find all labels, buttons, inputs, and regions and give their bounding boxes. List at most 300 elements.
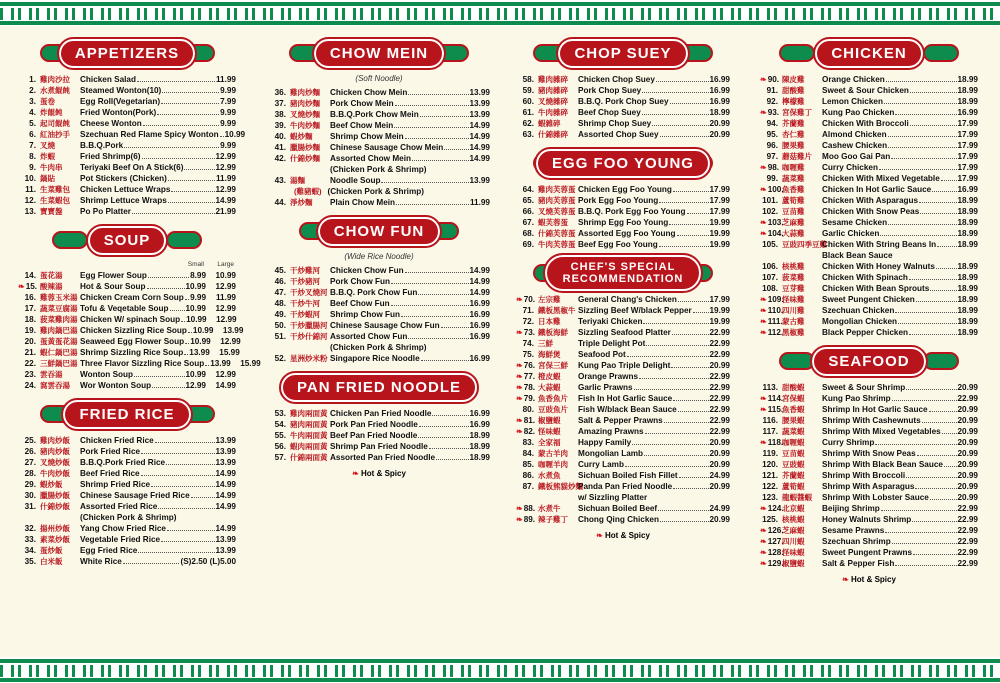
item-name: Kung Pao Chicken <box>822 108 895 117</box>
item-number-text: 112. <box>767 328 784 337</box>
chili-pepper-icon: ❧ <box>760 405 767 414</box>
menu-item <box>516 338 730 349</box>
item-price: 16.99 <box>957 185 978 194</box>
dot-leader <box>142 152 215 159</box>
menu-item <box>516 217 730 228</box>
item-number <box>760 272 778 283</box>
menu-item <box>18 184 236 195</box>
item-number-text: 42. <box>274 154 286 163</box>
chili-pepper-icon: ❧ <box>516 515 523 524</box>
item-price: 22.99 <box>709 350 730 359</box>
menu-item <box>760 173 978 184</box>
item-number <box>516 184 534 195</box>
item-name: General Chang's Chicken <box>578 295 677 304</box>
item-name: Teriyaki Chicken <box>578 317 643 326</box>
menu-item <box>516 393 730 404</box>
item-chinese-name: 干炒豬河 <box>290 277 320 286</box>
item-price: 22.99 <box>709 427 730 436</box>
item-name: B.B.Q.Pork Fried Rice <box>80 458 166 467</box>
item-price: 12.99 <box>215 185 236 194</box>
dot-leader <box>693 306 709 313</box>
item-price: 20.99 <box>957 493 978 502</box>
dot-leader <box>627 350 709 357</box>
item-chinese-name: 蝦仁鍋巴湯 <box>40 348 78 357</box>
menu-item <box>18 85 236 96</box>
item-number-text: 15. <box>25 282 38 291</box>
menu-item <box>18 281 236 292</box>
item-number-text: 68. <box>522 229 534 238</box>
item-chinese-name: 鍋貼 <box>40 174 55 183</box>
item-number-text: 44. <box>274 198 286 207</box>
item-price-large: 12.99 <box>216 315 237 324</box>
item-number-text: 50. <box>274 321 286 330</box>
item-name: Seafood Pot <box>578 350 626 359</box>
chefs-special-list <box>516 294 730 525</box>
item-chinese-name: 炸蝦 <box>40 152 55 161</box>
item-number <box>760 294 784 305</box>
item-number <box>516 327 534 338</box>
item-number-text: 126. <box>767 526 784 535</box>
item-chinese-name: 臘腸炒麵 <box>290 143 320 152</box>
item-number-text: 33. <box>24 535 36 544</box>
dot-leader <box>678 295 709 302</box>
chili-pepper-icon: ❧ <box>516 372 523 381</box>
item-chinese-name: 蘆筍蝦 <box>782 482 805 491</box>
item-price: 13.99 <box>469 99 490 108</box>
chicken-banner <box>779 36 959 70</box>
menu-item <box>18 347 240 358</box>
item-name: Pork Pan Fried Noodle <box>330 420 418 429</box>
chili-pepper-icon: ❧ <box>842 575 852 584</box>
dot-leader <box>168 174 215 181</box>
menu-item <box>516 382 730 393</box>
item-name: Shrimp With Asparagus <box>822 482 915 491</box>
menu-item <box>760 107 978 118</box>
item-name: Salt & Pepper Fish <box>822 559 895 568</box>
item-name: Chong Qing Chicken <box>578 515 659 524</box>
item-number <box>760 404 784 415</box>
item-number <box>516 85 534 96</box>
item-name: Szechuan Shrimp <box>822 537 891 546</box>
item-number <box>760 437 784 448</box>
item-chinese-name: 牛肉兩面黃 <box>290 431 328 440</box>
item-number <box>18 184 36 195</box>
item-number-text: 55. <box>274 431 286 440</box>
chili-pepper-icon: ❧ <box>760 526 767 535</box>
item-chinese-name: 咖喱羊肉 <box>538 460 568 469</box>
item-number-text: 41. <box>274 143 286 152</box>
item-price: 17.99 <box>709 185 730 194</box>
item-chinese-name: 星洲炒米粉 <box>290 354 328 363</box>
item-number <box>18 173 36 184</box>
item-price: 17.99 <box>957 174 978 183</box>
item-chinese-name: 干炒臘腸河 <box>290 321 328 330</box>
appetizers-banner <box>40 36 215 70</box>
item-number-text: 123. <box>762 493 778 502</box>
item-name: Beef Fried Rice <box>80 469 140 478</box>
item-number-text: 56. <box>274 442 286 451</box>
dot-leader <box>642 86 708 93</box>
item-number <box>760 261 778 272</box>
greek-key-pattern <box>0 8 1000 20</box>
item-name: Black Pepper Chicken <box>822 328 909 337</box>
item-number <box>516 481 534 492</box>
item-chinese-name: 黑椒雞 <box>782 328 805 337</box>
item-name: Noodle Soup <box>330 176 381 185</box>
menu-item <box>516 426 730 437</box>
item-price: 16.99 <box>709 75 730 84</box>
item-number <box>268 452 286 463</box>
item-number <box>268 298 286 309</box>
item-price: 18.99 <box>957 196 978 205</box>
section-subtitle: (Soft Noodle) <box>355 74 403 83</box>
item-chinese-name: 杏仁雞 <box>782 130 805 139</box>
item-price: 14.99 <box>469 277 490 286</box>
item-number <box>268 175 286 186</box>
item-price: 18.99 <box>957 306 978 315</box>
item-number-text: 10. <box>24 174 36 183</box>
item-number-text: 29. <box>24 480 36 489</box>
dot-leader <box>669 218 708 225</box>
chili-pepper-icon: ❧ <box>760 295 767 304</box>
item-number-text: 66. <box>522 207 534 216</box>
item-number-text: 48. <box>274 299 286 308</box>
item-price-small: 13.99 <box>210 359 231 368</box>
item-chinese-name: 豆豉四季豆雞 <box>782 240 827 249</box>
item-number-text: 58. <box>522 75 534 84</box>
dot-leader <box>891 152 956 159</box>
menu-item <box>516 481 730 492</box>
item-number <box>268 408 286 419</box>
menu-item <box>760 283 978 294</box>
item-number <box>760 558 784 569</box>
item-chinese-name: 蝦肉兩面黃 <box>290 442 328 451</box>
item-price-small: 10.99 <box>185 282 206 291</box>
dot-leader <box>444 143 468 150</box>
item-price: 20.99 <box>957 460 978 469</box>
item-chinese-name: 干炒叉燒河 <box>290 288 328 297</box>
item-chinese-name: 日本雞 <box>538 317 561 326</box>
item-number-text: 21. <box>24 348 36 357</box>
item-number-text: 86. <box>522 471 534 480</box>
dot-leader <box>155 436 215 443</box>
menu-item <box>516 305 730 316</box>
item-number-text: 128. <box>767 548 784 557</box>
item-number-text: 11. <box>25 185 36 194</box>
dot-leader <box>188 326 192 333</box>
item-number-text: 37. <box>274 99 286 108</box>
item-name: Sichuan Boiled Beef <box>578 504 658 513</box>
item-number-text: 118. <box>767 438 784 447</box>
menu-item <box>760 129 978 140</box>
item-chinese-name: 北京蝦 <box>782 504 805 513</box>
item-number <box>18 281 36 292</box>
item-chinese-name: 鐵板海鮮 <box>538 328 568 337</box>
dot-leader <box>167 524 215 531</box>
menu-item <box>516 96 730 107</box>
menu-item <box>18 534 236 545</box>
item-chinese-name: 叉燒 <box>40 141 55 150</box>
item-price: 16.99 <box>469 310 490 319</box>
dot-leader <box>886 75 957 82</box>
item-name: Yang Chow Fried Rice <box>80 524 166 533</box>
menu-item <box>760 470 978 481</box>
dot-leader <box>885 526 956 533</box>
item-price: 14.99 <box>215 480 236 489</box>
soup-banner <box>52 223 202 257</box>
item-price: 24.99 <box>709 504 730 513</box>
menu-item <box>760 85 978 96</box>
dot-leader <box>170 304 185 311</box>
item-number-text: 79. <box>523 394 536 403</box>
menu-item <box>760 294 978 305</box>
hot-spicy-label: Hot & Spicy <box>361 469 406 478</box>
item-number <box>760 415 778 426</box>
item-name: Shrimp Sizzling Rice Soup <box>80 348 184 357</box>
dot-leader <box>151 480 214 487</box>
item-price: 7.99 <box>220 97 236 106</box>
item-price: 22.99 <box>709 372 730 381</box>
item-number <box>760 382 778 393</box>
item-number <box>760 470 778 481</box>
item-chinese-name: 蒙古羊肉 <box>538 449 568 458</box>
item-price: 17.99 <box>709 295 730 304</box>
item-number <box>18 435 36 446</box>
item-chinese-name: 四川雞 <box>782 306 805 315</box>
item-price-large: 10.99 <box>215 271 236 280</box>
item-price: 22.99 <box>709 328 730 337</box>
item-chinese-name: 生菜雞包 <box>40 185 70 194</box>
item-number-text: 107. <box>762 273 778 282</box>
menu-item <box>760 206 978 217</box>
item-name: Shrimp With Mixed Vegetables <box>822 427 941 436</box>
dot-leader <box>158 502 214 509</box>
item-name: Plain Chow Mein <box>330 198 396 207</box>
item-number-text: 122. <box>762 482 778 491</box>
item-price-large: 14.99 <box>215 381 236 390</box>
dot-leader <box>917 449 957 456</box>
item-chinese-name: 蘆筍雞 <box>782 196 805 205</box>
item-chinese-name: 湯麵 <box>290 176 305 185</box>
item-price: 17.99 <box>957 130 978 139</box>
item-number <box>268 265 286 276</box>
item-chinese-name: 甜酸蝦 <box>782 383 805 392</box>
item-number-text: 102. <box>762 207 778 216</box>
item-price: 12.99 <box>215 163 236 172</box>
menu-item <box>268 430 490 441</box>
item-chinese-name: 雞蓉玉米湯 <box>40 293 78 302</box>
item-number <box>516 96 534 107</box>
item-number-text: 17. <box>24 304 36 313</box>
dot-leader <box>391 299 469 306</box>
item-number <box>268 430 286 441</box>
dot-leader <box>659 240 709 247</box>
item-price-small: 10.99 <box>185 370 206 379</box>
item-name: Salt & Pepper Prawns <box>578 416 663 425</box>
item-price: 11.99 <box>215 75 236 84</box>
item-name: Shrimp With Lobster Sauce <box>822 493 929 502</box>
item-number <box>18 206 36 217</box>
item-chinese-name: 干炒牛河 <box>290 299 320 308</box>
menu-item <box>760 547 978 558</box>
item-number <box>516 371 534 382</box>
item-number-text: 3. <box>29 97 36 106</box>
menu-item <box>18 107 236 118</box>
item-name: Chinese Sausage Chow Mein <box>330 143 444 152</box>
item-number <box>516 107 534 118</box>
item-price: 18.99 <box>957 273 978 282</box>
dot-leader <box>664 416 709 423</box>
item-number <box>268 353 286 364</box>
menu-item <box>760 492 978 503</box>
item-name: Egg Fried Rice <box>80 546 138 555</box>
menu-item <box>18 173 236 184</box>
dot-leader <box>381 176 468 183</box>
item-chinese-name: 蔬菜雞 <box>782 174 805 183</box>
item-chinese-name: 雞肉炒飯 <box>40 436 70 445</box>
item-number-text: 5. <box>29 119 36 128</box>
item-number <box>18 336 36 347</box>
dot-leader <box>656 75 709 82</box>
dot-leader <box>936 262 957 269</box>
item-chinese-name: 雞肉芙蓉蛋 <box>538 185 576 194</box>
menu-item <box>760 217 978 228</box>
menu-item <box>18 457 236 468</box>
item-name: Assorted Chow Mein <box>330 154 411 163</box>
section-title: PAN FRIED NOODLE <box>281 373 477 402</box>
item-number <box>516 382 534 393</box>
item-price: 14.99 <box>215 502 236 511</box>
item-number-text: 116. <box>762 416 778 425</box>
item-price: 20.99 <box>957 471 978 480</box>
item-price: 22.99 <box>957 394 978 403</box>
dot-leader <box>919 196 956 203</box>
item-price: 18.99 <box>469 442 490 451</box>
menu-item <box>18 545 236 556</box>
item-price-small: 8.99 <box>190 271 206 280</box>
dot-leader <box>395 99 469 106</box>
dot-leader <box>171 185 214 192</box>
item-note: (Chicken Pork & Shrimp) <box>330 165 427 174</box>
item-number <box>516 294 534 305</box>
item-name: Pot Stickers (Chicken) <box>80 174 167 183</box>
item-name: Pork Chow Fun <box>330 277 391 286</box>
menu-item <box>516 239 730 250</box>
menu-item <box>760 96 978 107</box>
item-chinese-name: 牛肉串 <box>40 163 63 172</box>
menu-item <box>268 142 490 153</box>
item-number <box>18 151 36 162</box>
item-number-text: 4. <box>29 108 36 117</box>
seafood-banner <box>779 344 959 378</box>
menu-item <box>18 501 236 512</box>
item-name: B.B.Q. Pork Chow Fun <box>330 288 418 297</box>
item-number <box>18 479 36 490</box>
item-name: Chicken Chow Fun <box>330 266 404 275</box>
item-price: 11.99 <box>215 174 236 183</box>
item-note: (Chicken Pork & Shrimp) <box>80 513 177 522</box>
menu-item <box>268 441 490 452</box>
item-number-text: 6. <box>29 130 36 139</box>
section-title: CHICKEN <box>815 39 922 68</box>
item-number <box>268 87 286 98</box>
item-chinese-name: 豬肉兩面黃 <box>290 420 328 429</box>
item-price-small: 10.99 <box>185 304 206 313</box>
item-number <box>516 360 534 371</box>
item-number <box>516 514 534 525</box>
section-title <box>545 255 702 291</box>
item-number <box>18 325 36 336</box>
dot-leader <box>658 504 708 511</box>
column-4 <box>760 30 978 584</box>
item-number-text: 70. <box>523 295 536 304</box>
item-price: 19.99 <box>709 306 730 315</box>
chili-pepper-icon: ❧ <box>516 416 523 425</box>
item-number <box>760 305 784 316</box>
chili-pepper-icon: ❧ <box>760 559 767 568</box>
item-number-text: 81. <box>523 416 536 425</box>
item-name: Almond Chicken <box>822 130 887 139</box>
item-price: 14.99 <box>469 121 490 130</box>
item-chinese-name: 咖喱雞 <box>782 163 805 172</box>
item-number-text: 54. <box>274 420 286 429</box>
item-number-text: 65. <box>522 196 534 205</box>
item-chinese-name: 蝦炒飯 <box>40 480 63 489</box>
dot-leader <box>391 277 468 284</box>
fried-rice-list <box>18 435 236 567</box>
item-number-text: 19. <box>24 326 36 335</box>
item-number <box>760 316 783 327</box>
item-number-text: 69. <box>522 240 534 249</box>
item-number-text: 47. <box>274 288 286 297</box>
item-price: 20.99 <box>709 482 730 491</box>
dot-leader <box>673 482 708 489</box>
item-number-text: 20. <box>24 337 36 346</box>
menu-item <box>760 74 978 85</box>
menu-item <box>760 514 978 525</box>
dot-leader <box>184 348 188 355</box>
item-number <box>760 74 778 85</box>
dot-leader <box>673 394 708 401</box>
item-number-text: 40. <box>274 132 286 141</box>
menu-item-note <box>268 186 490 197</box>
dot-leader <box>161 97 219 104</box>
item-price: 20.99 <box>709 460 730 469</box>
menu-item <box>18 523 236 534</box>
item-number <box>760 195 778 206</box>
menu-item <box>268 153 490 164</box>
item-number <box>760 162 778 173</box>
item-name: Orange Chicken <box>822 75 885 84</box>
item-price: 21.99 <box>215 207 236 216</box>
dot-leader <box>906 471 956 478</box>
item-number <box>18 292 36 303</box>
item-name: Beijing Shrimp <box>822 504 880 513</box>
item-name: Chicken Cream Corn Soup <box>80 293 184 302</box>
chili-pepper-icon: ❧ <box>516 394 523 403</box>
menu-item <box>760 404 978 415</box>
chili-pepper-icon: ❧ <box>760 394 767 403</box>
item-number-text: 14. <box>24 271 36 280</box>
item-name: Beef Egg Foo Young <box>578 240 658 249</box>
item-chinese-name: 鐵板熊貓炒麵 <box>538 482 583 491</box>
top-border <box>0 0 1000 26</box>
item-chinese-name: 什錦炒麵 <box>290 154 320 163</box>
dot-leader <box>906 383 956 390</box>
menu-item <box>516 415 730 426</box>
item-number-text: 59. <box>522 86 534 95</box>
item-chinese-name: 蝦雜碎 <box>538 119 561 128</box>
